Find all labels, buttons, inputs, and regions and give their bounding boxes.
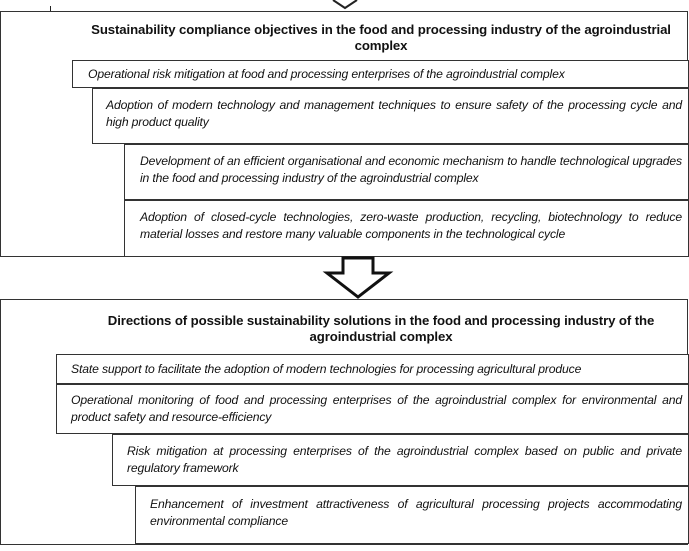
solutions-panel-title: Directions of possible sustainability solutions in the food and processing industry of the agroindustrial complex	[107, 313, 655, 344]
objective-item-1: Operational risk mitigation at food and processing enterprises of the agroindustrial complex	[72, 60, 689, 88]
down-arrow-outline-icon	[323, 255, 393, 299]
solution-item-2: Operational monitoring of food and processing enterprises of the agroindustrial complex for environmental and product safety and resource-efficiency	[56, 384, 689, 434]
objective-item-2: Adoption of modern technology and management techniques to ensure safety of the processing cycle and high product quality	[92, 88, 689, 144]
objective-item-3: Development of an efficient organisational and economic mechanism to handle technological upgrades in the food and processing industry of the agroindustrial complex	[124, 144, 689, 200]
top-cut-arrow-icon	[330, 0, 360, 10]
solution-item-3: Risk mitigation at processing enterprises of the agroindustrial complex based on public and private regulatory framework	[112, 434, 689, 486]
solution-item-1: State support to facilitate the adoption of modern technologies for processing agricultural produce	[56, 354, 689, 384]
solution-item-4: Enhancement of investment attractiveness of agricultural processing projects accommodating environmental compliance	[135, 486, 689, 544]
objective-item-4: Adoption of closed-cycle technologies, zero-waste production, recycling, biotechnology to reduce material losses and restore many valuable components in the technological cycle	[124, 200, 689, 257]
objectives-panel-title: Sustainability compliance objectives in the food and processing industry of the agroindustrial complex	[91, 22, 671, 53]
